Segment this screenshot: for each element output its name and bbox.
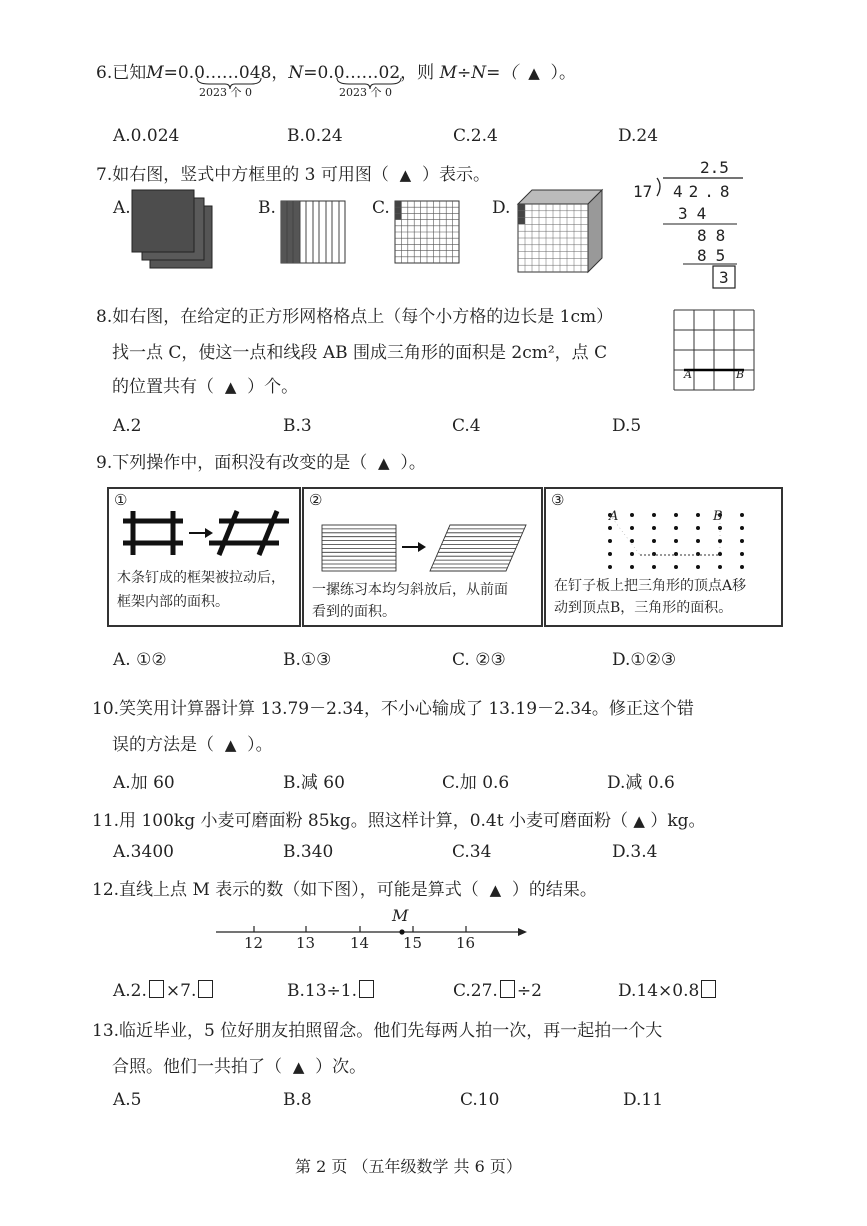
q11-option-a: A.3400 [113,842,174,862]
q8-line1: 8.如右图，在给定的正方形网格格点上（每个小方格的边长是 1cm） [96,307,614,327]
q11-option-b: B.340 [283,842,334,862]
q7-option-b: B. [258,198,276,218]
q12-option-d: D.14×0.8 [618,980,718,1001]
q8-option-a: A.2 [113,416,142,436]
q9-option-a: A. ①② [113,650,167,670]
q10-line2: 误的方法是（ ▲ ）。 [112,735,273,755]
q12-stem: 12.直线上点 M 表示的数（如下图），可能是算式（ ▲ ）的结果。 [92,880,597,900]
tick-13: 13 [296,934,316,952]
q13-option-b: B.8 [283,1090,312,1110]
answer-marker: ▲ [224,378,237,396]
peg-b-label: B [713,509,723,524]
q13-line2: 合照。他们一共拍了（ ▲ ）次。 [112,1057,367,1077]
q9-box-2: ② 一摞练习本均匀斜放后，从前面 看到的面积。 [302,487,543,627]
division-step2: 88 [697,226,735,245]
q9-box-1: ① 木条钉成的框架被拉动后， 框架内部的面积。 [107,487,301,627]
q8-option-c: C.4 [452,416,481,436]
q8-line2: 找一点 C，使这一点和线段 AB 围成三角形的面积是 2cm²，点 C [112,343,608,363]
q7-figure-a-three-squares [128,188,218,272]
point-m-label: M [392,906,409,925]
division-step3: 85 [697,246,735,265]
q11-stem: 11.用 100kg 小麦可磨面粉 85kg。照这样计算，0.4t 小麦可磨面粉（ ▲ ）kg。 [92,811,706,831]
q6-option-b: B.0.24 [287,126,343,146]
answer-marker: ▲ [633,812,645,830]
q7-option-d: D. [492,198,511,218]
q10-option-a: A.加 60 [113,773,175,793]
q10-option-c: C.加 0.6 [442,773,510,793]
division-step1: 34 [678,204,716,223]
q9-stem: 9.下列操作中，面积没有改变的是（ ▲ ）。 [96,453,426,473]
q7-option-c: C. [372,198,390,218]
brace-2-label: 2023 个 0 [339,86,392,99]
q9-option-b: B.①③ [283,650,332,670]
q7-figure-b-strips [280,200,348,266]
division-remainder: 3 [719,268,729,287]
q8-option-d: D.5 [612,416,642,436]
brace-1-label: 2023 个 0 [199,86,252,99]
pegboard-drawing [596,503,746,575]
q7-figure-c-grid [394,200,462,266]
tick-15: 15 [403,934,423,952]
peg-a-label: A [609,509,619,524]
answer-marker: ▲ [399,166,412,184]
q12-option-a: A.2. ×7. [113,980,215,1001]
answer-marker: ▲ [224,736,237,754]
q8-point-b: B [736,368,745,381]
q7-figure-d-cube [514,188,604,274]
q13-line1: 13.临近毕业，5 位好朋友拍照留念。他们先每两人拍一次，再一起拍一个大 [92,1021,663,1041]
division-dividend: 42.8 [673,182,736,201]
q8-line3: 的位置共有（ ▲ ）个。 [112,377,299,397]
q9-option-d: D.①②③ [612,650,677,670]
tick-16: 16 [456,934,476,952]
answer-marker: ▲ [378,454,390,472]
answer-marker: ▲ [489,881,502,899]
q11-option-d: D.3.4 [612,842,658,862]
q9-box-3: ③ A B 在钉子板上把三角形的顶点A移 动到顶点B，三角形的面积。 [544,487,783,627]
answer-marker: ▲ [292,1058,305,1076]
division-quotient: 2.5 [700,158,729,177]
q13-option-a: A.5 [113,1090,142,1110]
q8-point-a: A [684,368,692,381]
q10-option-b: B.减 60 [283,773,345,793]
q6-option-a: A.0.024 [113,126,180,146]
q11-option-c: C.34 [452,842,492,862]
q12-option-b: B.13÷1. [287,980,376,1001]
q9-option-c: C. ②③ [452,650,506,670]
books-drawing [316,503,536,581]
q13-option-d: D.11 [623,1090,664,1110]
q10-line1: 10.笑笑用计算器计算 13.79－2.34，不小心输成了 13.19－2.34。修正这个错 [92,699,694,719]
q13-option-c: C.10 [460,1090,500,1110]
page-footer: 第 2 页 （五年级数学 共 6 页） [295,1157,522,1176]
q6-option-d: D.24 [618,126,659,146]
q7-option-a: A. [113,198,131,218]
q6-stem: 6.已知M=0.0……048，N=0.0……02，则 M÷N=（ ▲ ）。 [96,63,577,83]
tick-14: 14 [350,934,370,952]
division-divisor: 17 [633,182,653,201]
q7-stem: 7.如右图，竖式中方框里的 3 可用图（ ▲ ）表示。 [96,165,491,185]
q8-option-b: B.3 [283,416,312,436]
q12-option-c: C.27. ÷2 [453,981,542,1001]
frame-drawing [119,509,294,559]
q6-option-c: C.2.4 [453,126,498,146]
q10-option-d: D.减 0.6 [607,773,675,793]
answer-marker: ▲ [528,64,540,82]
tick-12: 12 [244,934,264,952]
